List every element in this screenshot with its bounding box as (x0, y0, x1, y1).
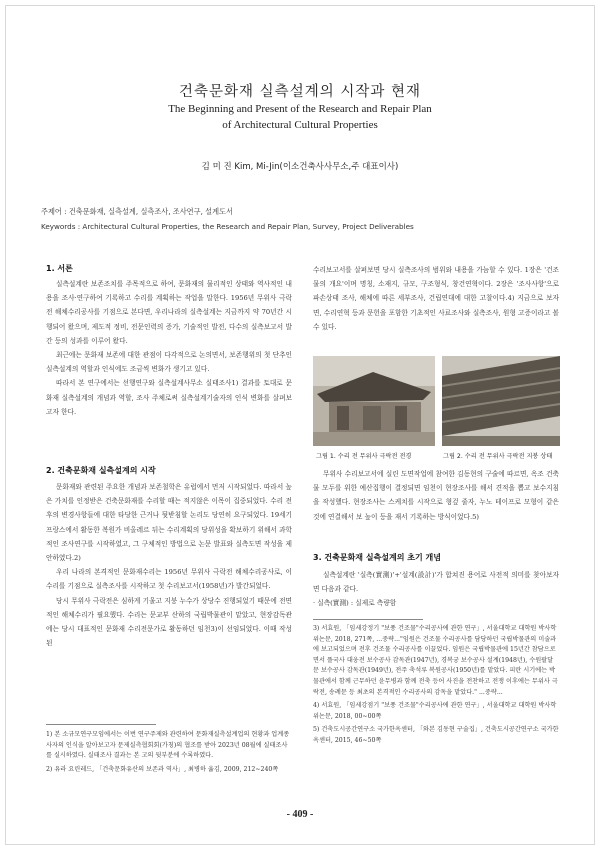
section-2-heading: 2. 건축문화재 실측설계의 시작 (46, 466, 156, 475)
footnote-3: 3) 서효원, 「임세강정기 "보풍 건조물"수리공사에 관한 연구」, 서울대학교 대학원 박사학위논문, 2018, 271쪽, ...중략..."임원은 건조물 수리공사를 담당하던 국립박물관의 미술과에 보고되었으며 전후 건조물 수리공사를 이끌었다. 임원은 국립박물관에 15년간 참담으로면서 플국사 대웅전 보수공사 감독관(1947년), 경복궁 보수공사 설계(1948년), 수원팔달문 보수공사 감독관(1949년), 전주 축석루 복원공사(1950년)를 맡았다. 피란 시기에는 박물관에서 함께 근무하던 윤무병과 함께 전축 등어 사진을 전찬하고 전쟁 이후에는 무위사 극락전, 송례문 등 최초의 본격적인 수리공사의 감독을 맡았다." ...중략... (313, 625, 558, 696)
footnote-4: 4) 서효원, 「임세강점기 "보풍 건조물"수리공사에 관한 연구」, 서울대학교 대학원 박사학위논문, 2018, 00~00쪽 (313, 702, 557, 720)
section-1-heading: 1. 서론 (46, 264, 73, 273)
figure-1-photo (313, 356, 435, 446)
paragraph: 당시 무위사 극락전은 심하게 기울고 지붕 누수가 상당수 진행되었기 때문에 전면적인 해체수리가 필요했다. 수리는 문교부 산하의 국립박물관이 맡았고, 현장감독관에는 당시 대표적인 문화재 수리전문가로 활동하던 임천3)이 선임되었다. 이때 작성된 (46, 596, 292, 648)
page-number: - 409 - (286, 809, 314, 820)
section-2-body (46, 480, 292, 650)
paper-title-english (0, 101, 600, 133)
section-2-paragraph-4 (313, 467, 559, 524)
footnotes-left (46, 730, 292, 778)
title-en-line-2: of Architectural Cultural Properties (222, 119, 378, 131)
paragraph: 우리 나라의 본격적인 문화재수리는 1956년 무위사 극락전 해체수리공사로, 이 수리를 기점으로 실측조사를 시작하고 첫 수리보고서(1958년)가 발간되었다. (46, 568, 292, 591)
footnote-rule-left (46, 724, 156, 725)
paragraph: 무위사 수리보고서에 실린 도면작업에 참여한 김동현의 구술에 따르면, 옥조 건축물 모두를 위한 예산집행이 결정되면 임천이 현장조사를 해서 견적을 뽑고 보수지침을 작성했다. 현장조사는 스케치를 시작으로 형겊 줄자, 누노 테이프로 모형이 같은 것에 연결해서 보 높이 등을 재서 기록하는 방식이었다.5) (313, 470, 559, 521)
author-line: 김 미 진 Kim, Mi-Jin(이소건축사사무소,주 대표이사) (201, 162, 399, 172)
figure-2-caption: 그림 2. 수리 전 무위사 극락전 지붕 상태 (443, 453, 553, 460)
section-1-body (46, 277, 292, 419)
paragraph: 실측설계란 보존조치를 주목적으로 하여, 문화재의 물리적인 상태와 역사적인 내용을 조사·연구하여 기록하고 수리를 계획하는 작업을 말한다. 1956년 무위사 극락전 해체수리공사를 기점으로 본다면, 우리나라의 실측설계는 지금까지 약 70년간 시행되어 왔으며, 제도적 정비, 전문인력의 증가, 기술적인 발전, 다수의 실측보고서 발간 등의 성과를 이루어 왔다. (46, 280, 292, 345)
footnote-1: 1) 본 소규모연구모임에서는 이번 연구주제와 관련하여 문화재실측설계업의 현황과 업계종사자의 인식을 알아보고자 문제실측협회회(가칭)의 협조를 받아 2023년 08월에 실태조사를 실시하였다. 실태조사 결과는 본 고의 뒷부분에 수록하였다. (46, 731, 290, 760)
section-3-body (313, 568, 559, 611)
footnote-5: 5) 건축도시공간연구소 국가한옥센터, 「와본 김동현 구술집」, 건축도시공간연구소 국가한옥센터, 2015, 46~50쪽 (313, 726, 559, 744)
paragraph: 실측설계란 '실측(實測)'+'설계(設計)'가 합쳐진 용어로 사전적 의미를 찾아보자면 다음과 같다. (313, 571, 559, 594)
keywords-english: Keywords : Architectural Cultural Properties, the Research and Repair Plan, Survey, Project Deliverables (41, 222, 414, 231)
paragraph: 최근에는 문화재 보존에 대한 관점이 다각적으로 논의면서, 보존행위의 첫 단추인 실측설계의 역할과 인식에도 조금씩 변화가 생기고 있다. (46, 351, 292, 374)
definition-item: · 실측(實測) : 실제로 측량함 (313, 599, 397, 608)
paragraph: 문화재와 관련된 주요한 개념과 보존철학은 유럽에서 먼저 시작되었다. 따라서 높은 가치를 인정받은 건축문화재를 수리할 때는 적지않은 이목이 집중되었다. 수리 전후의 변경사항들에 대한 타당한 근거나 뒷받침할 논리도 당연히 요구되었다. 19세기 프랑스에서 활동한 복원가 비올레르 뒤는 수리계획의 당위성을 확보하기 위해서 과학적인 조사연구를 시작하였고, 그 구체적인 방법으로 논문 발표와 실측도면 작성을 제안하였다.2) (46, 483, 292, 563)
title-en-line-1: The Beginning and Present of the Research and Repair Plan (168, 103, 432, 115)
paragraph: 수리보고서를 살펴보면 당시 실측조사의 범위와 내용을 가늠할 수 있다. 1장은 '건조물의 개요'이며 명칭, 소재지, 규모, 구조형식, 창건연혁이다. 2장은 '조사사항'으로 파손상태 조사, 해체에 따른 세부조사, 건립연대에 대한 고찰이다.4) 지금으로 보자면, 수리연혁 등과 문헌을 포함한 기초적인 사료조사와 실측조사, 원형 고증이라고 볼 수 있다. (313, 266, 559, 331)
footnote-rule-right (313, 619, 423, 620)
section-3-heading: 3. 건축문화재 실측설계의 초기 개념 (313, 553, 441, 562)
section-2-continued (313, 263, 559, 334)
footnotes-right (313, 624, 559, 750)
keywords-korean: 주제어 : 건축문화재, 실측설계, 실측조사, 조사연구, 설계도서 (41, 207, 233, 216)
paragraph: 따라서 본 연구에서는 선행연구와 실측설계사무소 실태조사1) 결과를 토대로 문화재 실측설계의 개념과 역할, 조사 주체로써 실측설계기술자의 인식 변화를 살펴보고자 한다. (46, 379, 292, 416)
paper-title-korean: 건축문화재 실측설계의 시작과 현재 (179, 84, 421, 100)
figure-1-caption: 그림 1. 수리 전 무위사 극락전 전경 (316, 453, 412, 460)
footnote-2: 2) 유라 요린레드, 「건축문화유산의 보존과 역사」, 최병하 옮김, 2009, 212~240쪽 (46, 765, 279, 773)
figure-2-photo (442, 356, 560, 446)
